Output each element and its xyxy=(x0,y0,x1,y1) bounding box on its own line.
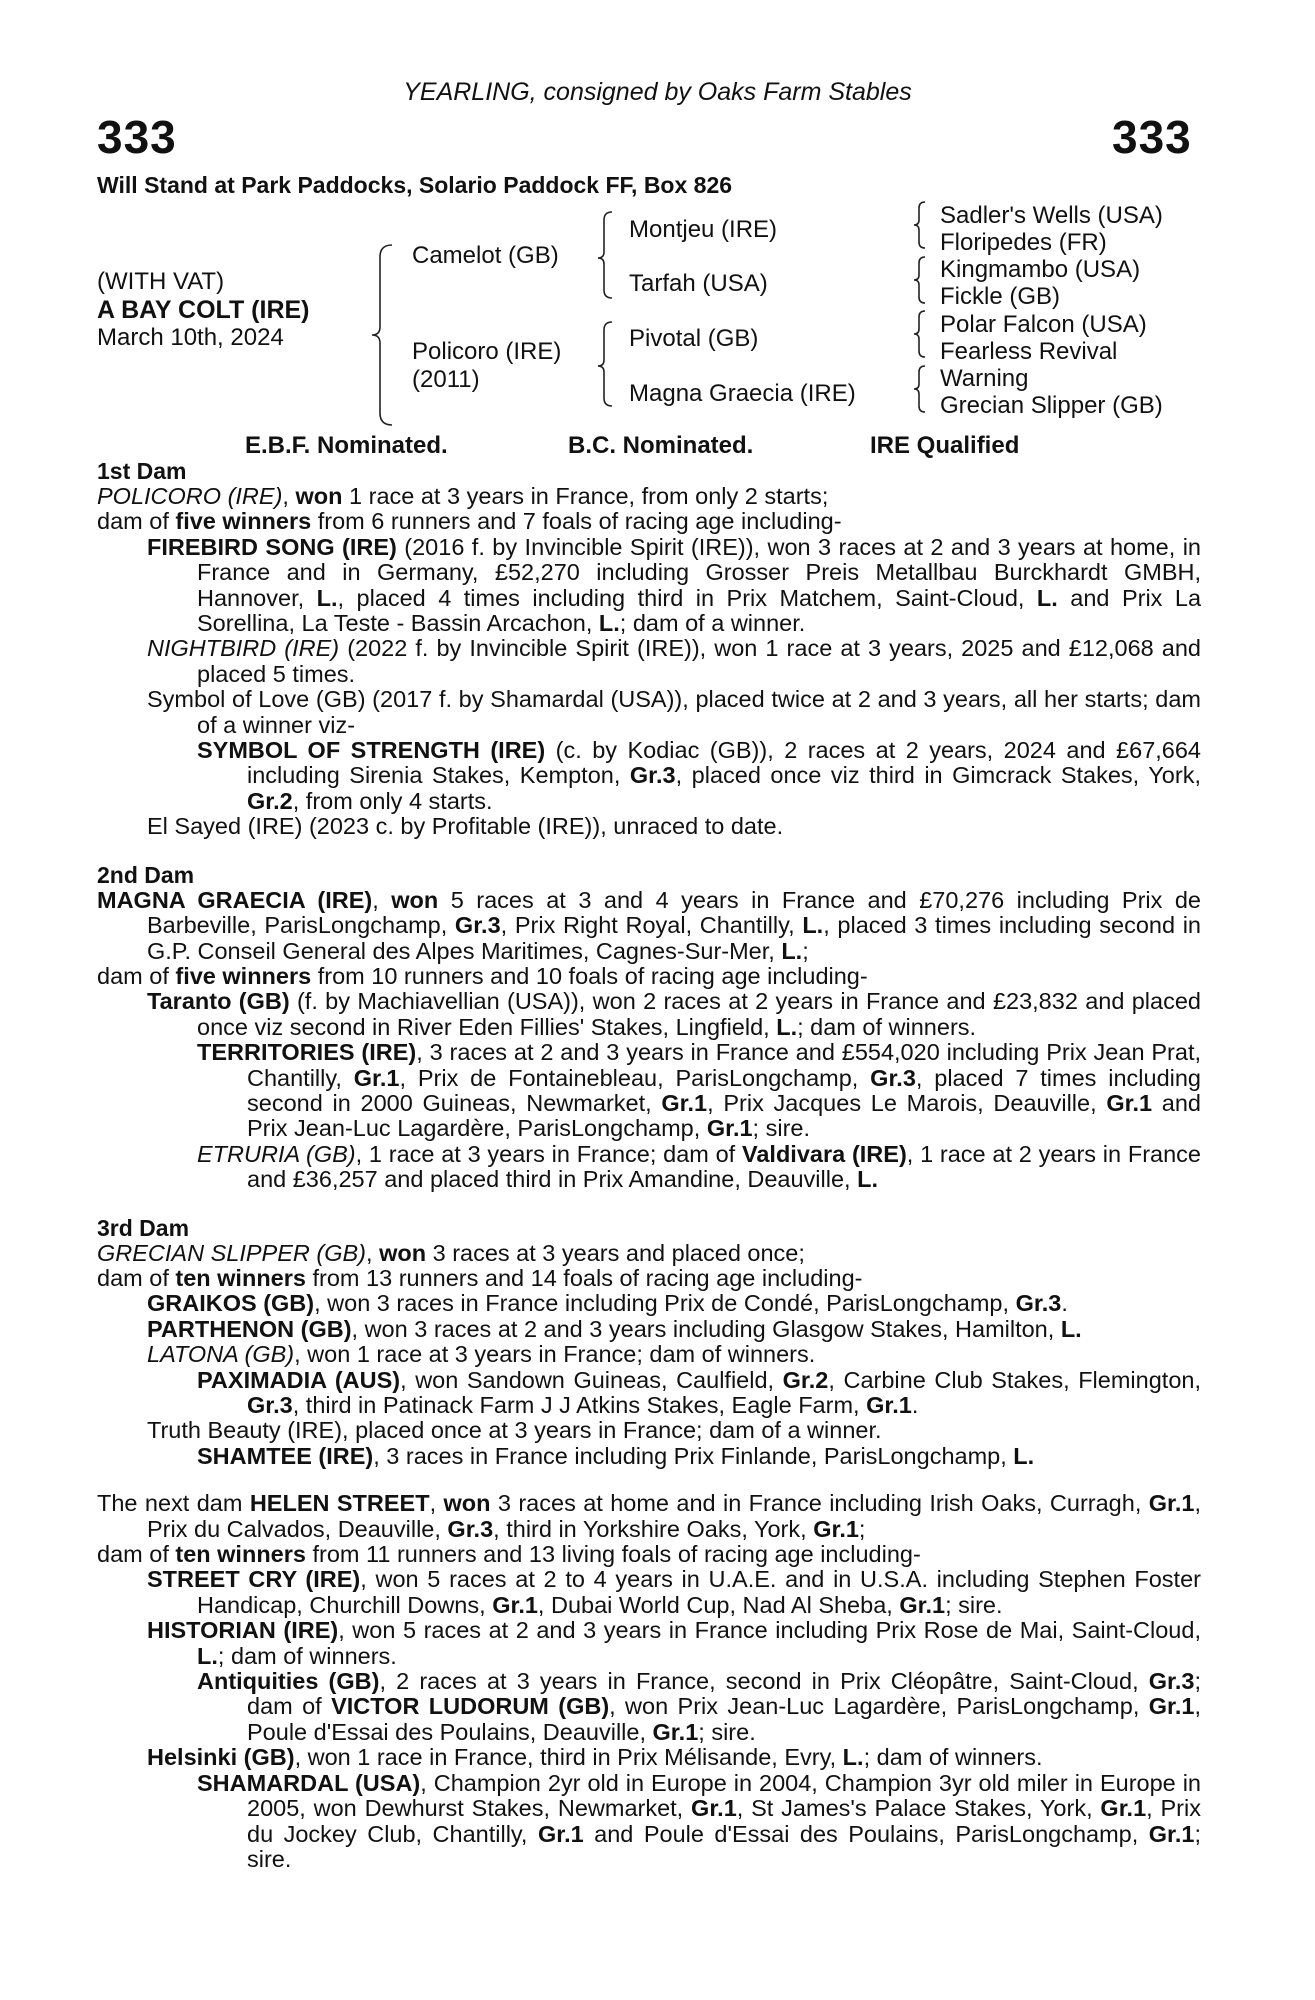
text: dam of xyxy=(97,508,176,535)
produce-entry xyxy=(197,1669,1201,1745)
dam-dam: Magna Graecia (IRE) xyxy=(629,380,856,407)
ire-qualified: IRE Qualified xyxy=(870,432,1020,459)
text: , Prix du Jockey Club, Chantilly, xyxy=(247,1795,1201,1847)
grade: Gr.1 xyxy=(899,1591,946,1618)
text: , third in Patinack Farm J J Atkins Stakes, Eagle Farm, xyxy=(292,1392,867,1418)
horse-name: FIREBIRD SONG (IRE) xyxy=(147,533,397,560)
text: ; sire. xyxy=(945,1591,1003,1618)
text: dam of xyxy=(97,1264,176,1291)
text: 3 races at home and in France including Irish Oaks, Curragh, xyxy=(490,1490,1149,1517)
produce-entry xyxy=(147,1317,1201,1342)
text: ; xyxy=(802,937,809,964)
text: , xyxy=(282,483,296,509)
produce-entry xyxy=(197,1142,1201,1193)
horse-name: PAXIMADIA (AUS) xyxy=(197,1366,401,1393)
text: , 2 races at 3 years in France, second in Prix Cléopâtre, Saint-Cloud, xyxy=(379,1668,1149,1695)
second-dam-produce-summary xyxy=(97,964,1201,989)
produce-entry xyxy=(147,1418,1201,1443)
text: , placed 3 times including second in G.P. Conseil General des Alpes Maritimes, Cagnes-Sur-Mer, xyxy=(147,912,1201,964)
produce-entry xyxy=(147,814,1201,839)
second-dam-heading: 2nd Dam xyxy=(97,861,195,888)
text: , Poule d'Essai des Poulains, Deauville, xyxy=(247,1693,1201,1745)
text: from 6 runners and 7 foals of racing age including- xyxy=(311,508,842,535)
text: . xyxy=(911,1392,919,1418)
produce-entry xyxy=(147,687,1201,738)
brace-gen1 xyxy=(372,245,392,425)
text: , Dubai World Cup, Nad Al Sheba, xyxy=(537,1591,900,1618)
grade: Gr.1 xyxy=(866,1392,912,1418)
horse-name: TERRITORIES (IRE) xyxy=(197,1039,417,1066)
grade: Gr.3 xyxy=(247,1392,293,1418)
page-subtitle: YEARLING, consigned by Oaks Farm Stables xyxy=(403,78,912,106)
first-dam-intro xyxy=(97,484,1201,509)
text: ; sire. xyxy=(247,1820,1202,1872)
grade: Gr.2 xyxy=(247,787,293,814)
won-label: won xyxy=(379,1239,427,1266)
text: 3 races at 3 years and placed once; xyxy=(426,1239,805,1266)
grade: Gr.1 xyxy=(706,1115,753,1142)
grade: Gr.1 xyxy=(1148,1693,1195,1720)
horse-name: SHAMTEE (IRE) xyxy=(197,1442,374,1469)
text: , third in Yorkshire Oaks, York, xyxy=(493,1515,814,1542)
text: , 3 races in France including Prix Finlande, ParisLongchamp, xyxy=(373,1442,1014,1469)
grade: L. xyxy=(776,1013,798,1040)
text: The next dam xyxy=(97,1490,250,1517)
third-dam-intro xyxy=(97,1241,1201,1266)
grade: Gr.3 xyxy=(454,912,501,939)
catalogue-body xyxy=(97,458,1201,1872)
dam-name: MAGNA GRAECIA (IRE) xyxy=(97,886,373,913)
produce-entry xyxy=(147,535,1201,637)
text: . xyxy=(1061,1290,1068,1317)
produce-entry xyxy=(147,1618,1201,1669)
sire-sire: Montjeu (IRE) xyxy=(629,216,778,243)
colt-name: A BAY COLT (IRE) xyxy=(97,296,310,324)
third-dam-produce-summary xyxy=(97,1266,1201,1291)
winners-count: ten winners xyxy=(175,1541,306,1568)
lot-number-left: 333 xyxy=(97,111,177,163)
text: , Prix Right Royal, Chantilly, xyxy=(500,912,803,939)
dds: Warning xyxy=(940,365,1029,392)
grade: Gr.3 xyxy=(1015,1290,1062,1317)
grade: Gr.1 xyxy=(661,1089,708,1116)
grade: L. xyxy=(842,1744,864,1771)
horse-name: PARTHENON (GB) xyxy=(147,1315,352,1342)
text: dam of xyxy=(97,962,176,989)
dam-name: HELEN STREET xyxy=(249,1490,430,1517)
stand-location: Will Stand at Park Paddocks, Solario Paddock FF, Box 826 xyxy=(97,172,733,198)
horse-name: Valdivara (IRE) xyxy=(741,1140,907,1167)
vat-label: (WITH VAT) xyxy=(97,268,225,295)
horse-name: SYMBOL OF STRENGTH (IRE) xyxy=(197,737,546,764)
produce-entry xyxy=(197,738,1201,814)
brace-sire xyxy=(598,212,612,298)
next-dam-intro xyxy=(97,1491,1201,1542)
text: ; sire. xyxy=(752,1115,811,1142)
text: ; dam of xyxy=(247,1668,1202,1720)
produce-entry xyxy=(147,1291,1201,1316)
grade: Gr.1 xyxy=(691,1795,737,1822)
text: , xyxy=(372,886,392,913)
grade: Gr.1 xyxy=(1106,1089,1153,1116)
text: and Poule d'Essai des Poulains, ParisLongchamp, xyxy=(583,1820,1149,1847)
text: from 11 runners and 13 living foals of racing age including- xyxy=(305,1541,921,1568)
grade: Gr.3 xyxy=(1148,1668,1195,1695)
dss: Polar Falcon (USA) xyxy=(940,311,1147,338)
horse-name: Helsinki (GB) xyxy=(147,1744,295,1771)
text: , won 3 races in France including Prix de Condé, ParisLongchamp, xyxy=(314,1290,1016,1317)
grade: Gr.3 xyxy=(870,1064,916,1091)
grade: L. xyxy=(781,937,803,964)
dam-sire: Pivotal (GB) xyxy=(629,325,759,352)
text: , xyxy=(366,1239,380,1266)
bc-nominated: B.C. Nominated. xyxy=(568,432,754,459)
won-label: won xyxy=(295,483,343,509)
text: (2016 f. by Invincible Spirit (IRE)), won 3 races at 2 and 3 years at home, in France and in Germany, £52,270 including Grosser Preis Metallbau Burckhardt GMBH, Hannover, xyxy=(197,533,1201,611)
grade: L. xyxy=(316,584,338,611)
text: , Champion 2yr old in Europe in 2004, Champion 3yr old miler in Europe in 2005, won Dewhurst Stakes, Newmarket, xyxy=(247,1769,1201,1822)
dam-name: POLICORO (IRE) xyxy=(97,483,283,509)
text: , placed 7 times including second in 2000 Guineas, Newmarket, xyxy=(247,1064,1202,1116)
grade: Gr.3 xyxy=(629,762,676,789)
text: 1 race at 3 years in France, from only 2 starts; xyxy=(342,483,829,509)
text: , won 5 races at 2 to 4 years in U.A.E. and in U.S.A. including Stephen Foster Handicap, Churchill Downs, xyxy=(197,1566,1201,1618)
first-dam-heading: 1st Dam xyxy=(97,458,187,484)
sire: Camelot (GB) xyxy=(412,242,559,269)
horse-name: SHAMARDAL (USA) xyxy=(197,1769,421,1796)
dsd: Fearless Revival xyxy=(940,338,1118,365)
text: , placed 4 times including third in Prix Matchem, Saint-Cloud, xyxy=(337,584,1037,611)
text: , won 5 races at 2 and 3 years in France including Prix Rose de Mai, Saint-Cloud, xyxy=(338,1617,1201,1644)
brace-pivotal xyxy=(914,311,925,357)
text: ; dam of winners. xyxy=(797,1013,977,1040)
grade: L. xyxy=(857,1166,878,1193)
produce-entry xyxy=(147,1745,1201,1770)
text: , won Sandown Guineas, Caulfield, xyxy=(400,1366,783,1393)
grade: Gr.1 xyxy=(353,1064,400,1091)
winners-count: five winners xyxy=(175,508,312,535)
text: Symbol of Love (GB) (2017 f. by Shamardal (USA)), placed twice at 2 and 3 years, all her starts; dam of a winner viz- xyxy=(147,686,1201,738)
grade: Gr.1 xyxy=(1148,1820,1195,1847)
text: , won 3 races at 2 and 3 years including Glasgow Stakes, Hamilton, xyxy=(351,1315,1061,1342)
text: ; dam of winners. xyxy=(863,1744,1043,1771)
text: , Prix de Fontainebleau, ParisLongchamp, xyxy=(399,1064,871,1091)
brace-montjeu xyxy=(914,202,925,248)
text: , xyxy=(429,1490,444,1517)
winners-count: five winners xyxy=(175,962,312,989)
grade: L. xyxy=(197,1642,218,1669)
produce-entry xyxy=(147,1567,1201,1618)
dam-line1: Policoro (IRE) xyxy=(412,338,562,365)
horse-name: NIGHTBIRD (IRE) xyxy=(147,635,340,662)
grade: Gr.2 xyxy=(782,1366,829,1393)
next-dam-produce-summary xyxy=(97,1542,1201,1567)
ssd: Floripedes (FR) xyxy=(940,229,1107,256)
produce-entry xyxy=(147,1342,1201,1367)
grade: L. xyxy=(1013,1442,1035,1469)
grade: Gr.1 xyxy=(492,1591,538,1618)
dam-line2: (2011) xyxy=(412,366,480,393)
produce-entry xyxy=(147,636,1201,687)
produce-entry xyxy=(147,989,1201,1040)
lot-number-right: 333 xyxy=(1112,111,1192,163)
text: ; xyxy=(858,1515,866,1542)
text: , Prix Jacques Le Marois, Deauville, xyxy=(707,1089,1107,1116)
text: and Prix La Sorellina, La Teste - Bassin Arcachon, xyxy=(197,584,1202,637)
text: (f. by Machiavellian (USA)), won 2 races at 2 years in France and £23,832 and placed once viz second in River Eden Fillies' Stakes, Lingfield, xyxy=(197,988,1201,1040)
grade: Gr.1 xyxy=(813,1515,859,1542)
text: (c. by Kodiac (GB)), 2 races at 2 years, 2024 and £67,664 including Sirenia Stakes, Kempton, xyxy=(247,737,1202,789)
text: , 1 race at 3 years in France; dam of xyxy=(355,1140,742,1167)
text: , won Prix Jean-Luc Lagardère, ParisLongchamp, xyxy=(609,1693,1149,1720)
text: , from only 4 starts. xyxy=(292,787,493,814)
text: , Prix du Calvados, Deauville, xyxy=(147,1490,1202,1542)
text: from 10 runners and 10 foals of racing age including- xyxy=(311,962,868,989)
brace-magna xyxy=(914,366,925,412)
first-dam-produce-summary xyxy=(97,509,1201,534)
colt-dob: March 10th, 2024 xyxy=(97,324,284,351)
grade: L. xyxy=(1060,1315,1082,1342)
text: El Sayed (IRE) (2023 c. by Profitable (IRE)), unraced to date. xyxy=(147,813,784,840)
text: dam of xyxy=(97,1541,176,1568)
dam-name: GRECIAN SLIPPER (GB) xyxy=(97,1239,366,1266)
won-label: won xyxy=(391,886,439,913)
grade: Gr.1 xyxy=(1100,1795,1147,1822)
text: 5 races at 3 and 4 years in France and £70,276 including Prix de Barbeville, ParisLongchamp, xyxy=(147,886,1202,939)
brace-tarfah xyxy=(914,257,925,303)
ddd: Grecian Slipper (GB) xyxy=(940,392,1163,419)
text: , St James's Palace Stakes, York, xyxy=(736,1795,1101,1822)
horse-name: ETRURIA (GB) xyxy=(197,1140,356,1167)
text: ; dam of a winner. xyxy=(619,610,806,637)
text: , won 1 race in France, third in Prix Mélisande, Evry, xyxy=(294,1744,843,1771)
horse-name: HISTORIAN (IRE) xyxy=(147,1617,339,1644)
text: , 3 races at 2 and 3 years in France and £554,020 including Prix Jean Prat, Chantilly, xyxy=(247,1039,1201,1091)
sdd: Fickle (GB) xyxy=(940,283,1060,310)
text: from 13 runners and 14 foals of racing age including- xyxy=(305,1264,863,1291)
text: ; sire. xyxy=(698,1718,756,1745)
grade: Gr.1 xyxy=(652,1718,699,1745)
produce-entry xyxy=(197,1368,1201,1419)
text: and Prix Jean-Luc Lagardère, ParisLongchamp, xyxy=(247,1089,1201,1142)
horse-name: Taranto (GB) xyxy=(147,988,290,1015)
horse-name: GRAIKOS (GB) xyxy=(147,1290,315,1317)
third-dam-heading: 3rd Dam xyxy=(97,1214,190,1241)
grade: L. xyxy=(598,610,620,637)
horse-name: Antiquities (GB) xyxy=(197,1668,380,1695)
won-label: won xyxy=(443,1490,491,1517)
horse-name: VICTOR LUDORUM (GB) xyxy=(331,1693,610,1720)
grade: L. xyxy=(1036,584,1058,611)
text: , 1 race at 2 years in France and £36,257 and placed third in Prix Amandine, Deauville, xyxy=(247,1140,1201,1193)
ebf-nominated: E.B.F. Nominated. xyxy=(245,432,448,459)
text: , won 1 race at 3 years in France; dam of winners. xyxy=(294,1341,816,1368)
text: , placed once viz third in Gimcrack Stakes, York, xyxy=(675,762,1201,789)
text: (2022 f. by Invincible Spirit (IRE)), won 1 race at 3 years, 2025 and £12,068 and placed 5 times. xyxy=(197,635,1201,687)
text: ; dam of winners. xyxy=(217,1642,397,1669)
horse-name: STREET CRY (IRE) xyxy=(147,1566,361,1593)
brace-dam xyxy=(598,322,612,406)
grade: Gr.1 xyxy=(1148,1490,1195,1517)
produce-entry xyxy=(197,1444,1201,1469)
sds: Kingmambo (USA) xyxy=(940,256,1141,283)
produce-entry xyxy=(197,1040,1201,1142)
grade: Gr.3 xyxy=(447,1515,494,1542)
text: Truth Beauty (IRE), placed once at 3 years in France; dam of a winner. xyxy=(147,1417,882,1444)
grade: Gr.1 xyxy=(537,1820,584,1847)
text: , Carbine Club Stakes, Flemington, xyxy=(828,1366,1201,1393)
grade: L. xyxy=(802,912,824,939)
winners-count: ten winners xyxy=(175,1264,306,1291)
sss: Sadler's Wells (USA) xyxy=(940,202,1163,229)
sire-dam: Tarfah (USA) xyxy=(629,270,768,297)
second-dam-intro xyxy=(97,888,1201,964)
produce-entry xyxy=(197,1771,1201,1873)
horse-name: LATONA (GB) xyxy=(147,1341,295,1368)
